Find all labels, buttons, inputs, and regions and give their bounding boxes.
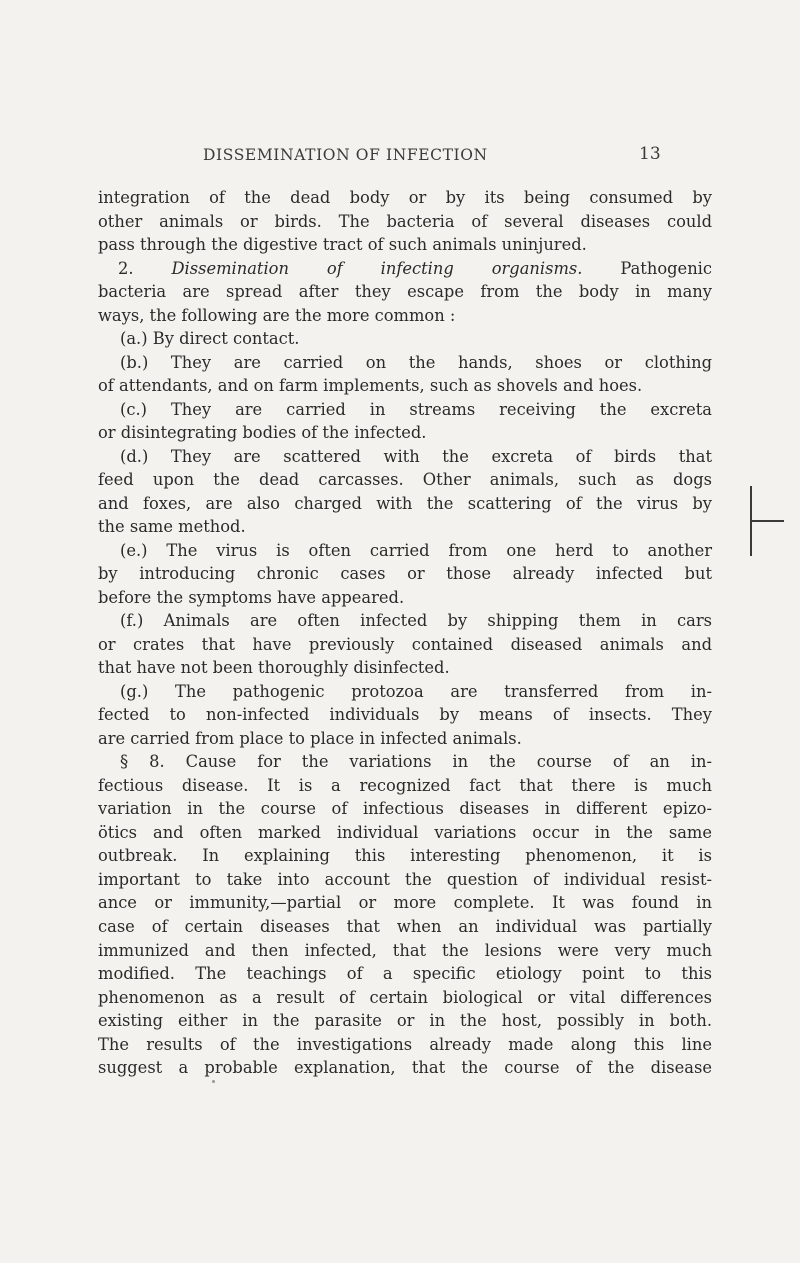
text-line: ötics and often marked individual variations occur in the same (98, 822, 712, 842)
text-line: or crates that have previously contained diseased animals and (98, 634, 712, 654)
section-number: 2. (118, 258, 134, 278)
text-line: case of certain diseases that when an individual was partially (98, 916, 712, 936)
list-item-b: (b.) They are carried on the hands, shoes or clothing (120, 352, 712, 372)
list-item-a: (a.) By direct contact. (120, 329, 300, 349)
text-line: by introducing chronic cases or those already infected but (98, 564, 712, 584)
text-line: fected to non-infected individuals by means of insects. They (98, 705, 712, 725)
section-8-heading-line: § 8. Cause for the variations in the course of an in- (120, 752, 712, 772)
section-heading-line (98, 257, 712, 281)
text-line: ance or immunity,—partial or more complete. It was found in (98, 893, 712, 913)
running-title: DISSEMINATION OF INFECTION (203, 146, 488, 164)
text-line: modified. The teachings of a specific etiology point to this (98, 964, 712, 984)
text-line: the same method. (98, 517, 246, 537)
text-line: suggest a probable explanation, that the course of the disease (98, 1058, 712, 1078)
page-number: 13 (639, 144, 661, 164)
text-line: fectious disease. It is a recognized fact that there is much (98, 775, 712, 795)
text-line: The results of the investigations already made along this line (98, 1034, 712, 1054)
text-line: of attendants, and on farm implements, such as shovels and hoes. (98, 376, 643, 396)
text-line: are carried from place to place in infected animals. (98, 728, 522, 748)
section-heading: Dissemination of infecting organisms. (171, 258, 583, 278)
text-line: outbreak. In explaining this interesting phenomenon, it is (98, 846, 712, 866)
section-lead: Pathogenic (620, 258, 713, 278)
text-line: pass through the digestive tract of such animals uninjured. (98, 235, 587, 255)
paper-speck (212, 1080, 215, 1083)
text-line: ways, the following are the more common : (98, 305, 456, 325)
list-item-f: (f.) Animals are often infected by shipping them in cars (120, 611, 712, 631)
list-item-c: (c.) They are carried in streams receiving the excreta (120, 399, 712, 419)
text-line: important to take into account the question of individual resist- (98, 869, 712, 889)
margin-bracket-tick (752, 520, 784, 522)
body-text (98, 186, 712, 1080)
text-line: and foxes, are also charged with the scattering of the virus by (98, 493, 712, 513)
text-line: other animals or birds. The bacteria of several diseases could (98, 211, 712, 231)
text-line: immunized and then infected, that the lesions were very much (98, 940, 712, 960)
text-line: before the symptoms have appeared. (98, 587, 405, 607)
margin-bracket-mark (750, 486, 790, 561)
list-item-g: (g.) The pathogenic protozoa are transferred from in- (120, 681, 712, 701)
text-line: phenomenon as a result of certain biological or vital differences (98, 987, 712, 1007)
text-line: or disintegrating bodies of the infected. (98, 423, 427, 443)
text-line: existing either in the parasite or in the host, possibly in both. (98, 1011, 712, 1031)
text-line: bacteria are spread after they escape from the body in many (98, 282, 712, 302)
running-head (0, 146, 800, 176)
text-line: variation in the course of infectious diseases in different epizo- (98, 799, 712, 819)
list-item-e: (e.) The virus is often carried from one herd to another (120, 540, 712, 560)
list-item-d: (d.) They are scattered with the excreta of birds that (120, 446, 712, 466)
text-line: feed upon the dead carcasses. Other animals, such as dogs (98, 470, 712, 490)
text-line: that have not been thoroughly disinfected. (98, 658, 450, 678)
text-line: integration of the dead body or by its being consumed by (98, 188, 712, 207)
